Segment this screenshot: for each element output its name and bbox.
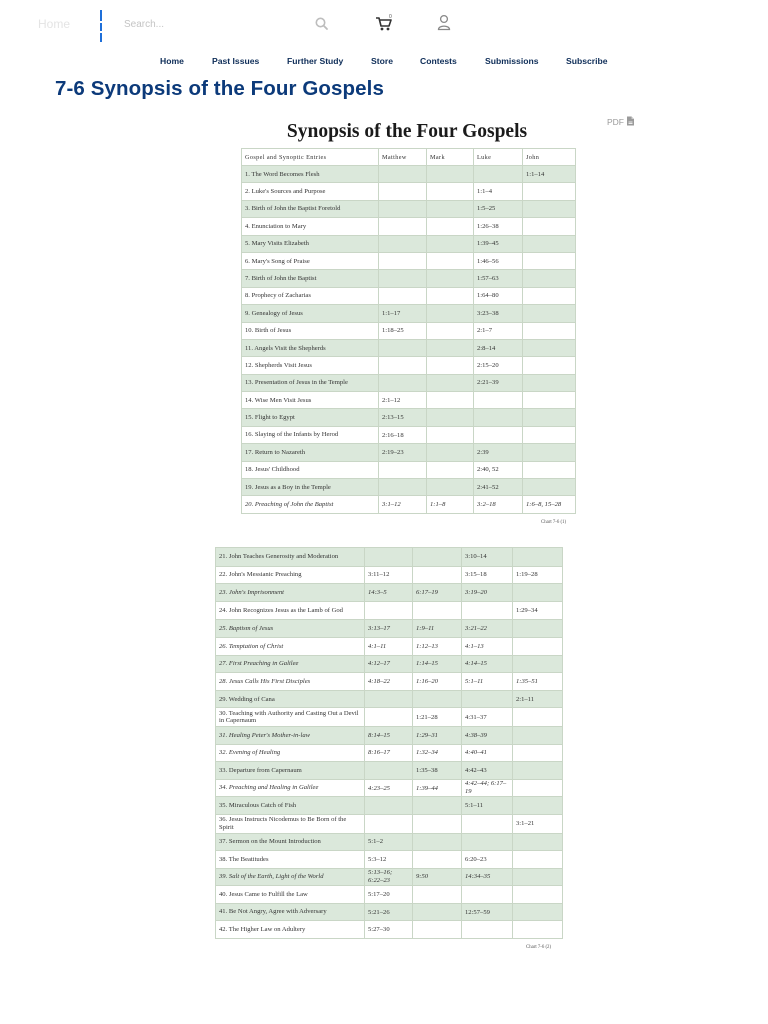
reference-cell xyxy=(523,183,576,200)
reference-cell: 3:23–38 xyxy=(474,305,523,322)
reference-cell xyxy=(523,200,576,217)
reference-cell xyxy=(365,797,413,815)
reference-cell: 8:16–17 xyxy=(365,744,413,762)
reference-cell: 1:1–4 xyxy=(474,183,523,200)
reference-cell xyxy=(513,903,563,921)
reference-cell xyxy=(365,690,413,708)
table-row xyxy=(216,779,563,797)
reference-cell: 1:32–34 xyxy=(413,744,462,762)
reference-cell: 5:1–11 xyxy=(462,797,513,815)
reference-cell xyxy=(427,183,474,200)
reference-cell: 12:57–59 xyxy=(462,903,513,921)
reference-cell xyxy=(513,779,563,797)
reference-cell: 4:31–37 xyxy=(462,708,513,727)
chart-label-1: Chart 7-6 (1) xyxy=(541,520,567,525)
table-row xyxy=(216,637,563,655)
nav-item-submissions[interactable]: Submissions xyxy=(485,56,539,66)
reference-cell xyxy=(513,637,563,655)
reference-cell xyxy=(379,252,427,269)
reference-cell xyxy=(427,235,474,252)
reference-cell xyxy=(413,548,462,567)
reference-cell xyxy=(513,584,563,602)
reference-cell: 5:17–20 xyxy=(365,886,413,904)
entry-cell: 36. Jesus Instructs Nicodemus to Be Born of the Spirit xyxy=(216,814,365,833)
reference-cell: 2:16–18 xyxy=(379,426,427,443)
reference-cell: 3:1–12 xyxy=(379,496,427,513)
pdf-label: PDF xyxy=(607,117,624,127)
top-bar xyxy=(0,0,768,48)
reference-cell xyxy=(427,200,474,217)
entry-cell: 8. Prophecy of Zacharias xyxy=(242,287,379,304)
reference-cell xyxy=(513,921,563,939)
reference-cell: 2:19–23 xyxy=(379,444,427,461)
table-row xyxy=(216,548,563,567)
reference-cell xyxy=(523,392,576,409)
table-row xyxy=(216,620,563,638)
table-row xyxy=(242,287,576,304)
reference-cell xyxy=(427,287,474,304)
synopsis-table-2 xyxy=(215,547,563,939)
reference-cell xyxy=(427,479,474,496)
reference-cell xyxy=(427,461,474,478)
reference-cell xyxy=(413,797,462,815)
reference-cell: 5:1–2 xyxy=(365,833,413,851)
reference-cell: 1:1–8 xyxy=(427,496,474,513)
reference-cell: 5:27–30 xyxy=(365,921,413,939)
reference-cell xyxy=(462,601,513,620)
column-header-matthew: Matthew xyxy=(379,149,427,166)
reference-cell xyxy=(513,548,563,567)
table-row xyxy=(242,392,576,409)
reference-cell xyxy=(379,339,427,356)
table-row xyxy=(216,833,563,851)
reference-cell xyxy=(427,166,474,183)
table-row xyxy=(216,726,563,744)
reference-cell: 2:41–52 xyxy=(474,479,523,496)
table-body-2 xyxy=(216,548,563,939)
reference-cell: 1:57–63 xyxy=(474,270,523,287)
reference-cell xyxy=(523,426,576,443)
main-nav xyxy=(0,56,768,68)
reference-cell xyxy=(365,548,413,567)
entry-cell: 32. Evening of Healing xyxy=(216,744,365,762)
reference-cell xyxy=(523,339,576,356)
entry-cell: 13. Presentation of Jesus in the Temple xyxy=(242,374,379,391)
table-row xyxy=(216,886,563,904)
table-row xyxy=(216,566,563,584)
reference-cell xyxy=(513,655,563,673)
reference-cell xyxy=(523,357,576,374)
reference-cell xyxy=(379,357,427,374)
reference-cell xyxy=(513,886,563,904)
chart-label-2: Chart 7-6 (2) xyxy=(526,945,552,950)
table-row xyxy=(216,673,563,691)
reference-cell xyxy=(462,690,513,708)
nav-item-contests[interactable]: Contests xyxy=(420,56,457,66)
column-header-entries: Gospel and Synoptic Entries xyxy=(242,149,379,166)
reference-cell xyxy=(474,426,523,443)
nav-item-further-study[interactable]: Further Study xyxy=(287,56,344,66)
reference-cell: 4:12–17 xyxy=(365,655,413,673)
table-row xyxy=(242,426,576,443)
reference-cell: 1:26–38 xyxy=(474,218,523,235)
reference-cell xyxy=(523,218,576,235)
reference-cell: 14:3–5 xyxy=(365,584,413,602)
table-row xyxy=(216,814,563,833)
search-icon[interactable] xyxy=(314,16,330,32)
table-row xyxy=(242,218,576,235)
chart-title: Synopsis of the Four Gospels xyxy=(286,121,528,142)
reference-cell xyxy=(513,833,563,851)
reference-cell xyxy=(513,620,563,638)
reference-cell: 6:17–19 xyxy=(413,584,462,602)
reference-cell: 4:38–39 xyxy=(462,726,513,744)
reference-cell xyxy=(462,886,513,904)
entry-cell: 30. Teaching with Authority and Casting Out a Devil in Capernaum xyxy=(216,708,365,727)
table-row xyxy=(216,744,563,762)
table-row xyxy=(242,444,576,461)
entry-cell: 16. Slaying of the Infants by Herod xyxy=(242,426,379,443)
reference-cell: 3:21–22 xyxy=(462,620,513,638)
reference-cell xyxy=(474,409,523,426)
reference-cell xyxy=(513,851,563,869)
entry-cell: 37. Sermon on the Mount Introduction xyxy=(216,833,365,851)
entry-cell: 3. Birth of John the Baptist Foretold xyxy=(242,200,379,217)
accent-divider xyxy=(100,10,102,40)
reference-cell xyxy=(523,409,576,426)
reference-cell xyxy=(427,339,474,356)
reference-cell: 1:9–11 xyxy=(413,620,462,638)
table-row xyxy=(216,601,563,620)
reference-cell xyxy=(379,166,427,183)
entry-cell: 42. The Higher Law on Adultery xyxy=(216,921,365,939)
reference-cell xyxy=(379,218,427,235)
entry-cell: 7. Birth of John the Baptist xyxy=(242,270,379,287)
synopsis-table-1 xyxy=(241,148,576,514)
search-input[interactable] xyxy=(124,14,339,34)
entry-cell: 1. The Word Becomes Flesh xyxy=(242,166,379,183)
entry-cell: 34. Preaching and Healing in Galilee xyxy=(216,779,365,797)
reference-cell: 5:1–11 xyxy=(462,673,513,691)
reference-cell xyxy=(523,252,576,269)
reference-cell xyxy=(462,814,513,833)
reference-cell: 8:14–15 xyxy=(365,726,413,744)
reference-cell xyxy=(427,305,474,322)
reference-cell: 1:12–13 xyxy=(413,637,462,655)
reference-cell: 1:19–28 xyxy=(513,566,563,584)
entry-cell: 38. The Beatitudes xyxy=(216,851,365,869)
table-row xyxy=(242,496,576,513)
reference-cell: 1:29–34 xyxy=(513,601,563,620)
table-row xyxy=(242,322,576,339)
reference-cell: 9:50 xyxy=(413,868,462,886)
reference-cell: 4:23–25 xyxy=(365,779,413,797)
entry-cell: 2. Luke's Sources and Purpose xyxy=(242,183,379,200)
reference-cell: 2:39 xyxy=(474,444,523,461)
column-header-mark: Mark xyxy=(427,149,474,166)
table-row xyxy=(242,235,576,252)
reference-cell: 2:1–11 xyxy=(513,690,563,708)
entry-cell: 6. Mary's Song of Praise xyxy=(242,252,379,269)
reference-cell xyxy=(379,461,427,478)
entry-cell: 5. Mary Visits Elizabeth xyxy=(242,235,379,252)
reference-cell: 5:13–16; 6:22–23 xyxy=(365,868,413,886)
table-row xyxy=(242,357,576,374)
reference-cell xyxy=(513,744,563,762)
reference-cell xyxy=(523,461,576,478)
reference-cell xyxy=(427,357,474,374)
entry-cell: 29. Wedding of Cana xyxy=(216,690,365,708)
reference-cell xyxy=(427,252,474,269)
table-row xyxy=(242,461,576,478)
entry-cell: 4. Enunciation to Mary xyxy=(242,218,379,235)
reference-cell xyxy=(513,868,563,886)
nav-item-subscribe[interactable]: Subscribe xyxy=(566,56,608,66)
entry-cell: 41. Be Not Angry, Agree with Adversary xyxy=(216,903,365,921)
table-row xyxy=(216,851,563,869)
column-header-john: John xyxy=(523,149,576,166)
reference-cell: 2:15–20 xyxy=(474,357,523,374)
table-row xyxy=(242,479,576,496)
reference-cell: 1:21–28 xyxy=(413,708,462,727)
reference-cell xyxy=(413,851,462,869)
reference-cell xyxy=(427,444,474,461)
reference-cell: 2:40, 52 xyxy=(474,461,523,478)
reference-cell: 1:6–8, 15–28 xyxy=(523,496,576,513)
table-row xyxy=(242,200,576,217)
entry-cell: 11. Angels Visit the Shepherds xyxy=(242,339,379,356)
reference-cell: 3:1–21 xyxy=(513,814,563,833)
reference-cell xyxy=(513,762,563,780)
reference-cell xyxy=(413,903,462,921)
entry-cell: 18. Jesus' Childhood xyxy=(242,461,379,478)
reference-cell: 1:16–20 xyxy=(413,673,462,691)
reference-cell: 4:40–41 xyxy=(462,744,513,762)
table-row xyxy=(242,305,576,322)
reference-cell xyxy=(365,762,413,780)
reference-cell xyxy=(474,392,523,409)
reference-cell xyxy=(379,200,427,217)
reference-cell: 14:34–35 xyxy=(462,868,513,886)
table-row xyxy=(242,166,576,183)
reference-cell xyxy=(427,426,474,443)
table-row xyxy=(242,409,576,426)
reference-cell xyxy=(379,270,427,287)
table-row xyxy=(216,762,563,780)
reference-cell xyxy=(513,726,563,744)
reference-cell xyxy=(413,690,462,708)
reference-cell: 1:35–51 xyxy=(513,673,563,691)
entry-cell: 28. Jesus Calls His First Disciples xyxy=(216,673,365,691)
reference-cell xyxy=(523,444,576,461)
reference-cell xyxy=(427,218,474,235)
entry-cell: 26. Temptation of Christ xyxy=(216,637,365,655)
reference-cell xyxy=(413,814,462,833)
reference-cell: 1:39–44 xyxy=(413,779,462,797)
reference-cell xyxy=(379,479,427,496)
reference-cell: 4:1–13 xyxy=(462,637,513,655)
table-row xyxy=(216,708,563,727)
reference-cell: 4:1–11 xyxy=(365,637,413,655)
table-body-1 xyxy=(242,166,576,514)
reference-cell xyxy=(427,374,474,391)
reference-cell: 3:2–18 xyxy=(474,496,523,513)
table-row xyxy=(216,690,563,708)
reference-cell: 1:5–25 xyxy=(474,200,523,217)
reference-cell xyxy=(523,374,576,391)
reference-cell: 4:42–44; 6:17–19 xyxy=(462,779,513,797)
page-title: 7-6 Synopsis of the Four Gospels xyxy=(55,77,384,100)
entry-cell: 20. Preaching of John the Baptist xyxy=(242,496,379,513)
entry-cell: 17. Return to Nazareth xyxy=(242,444,379,461)
reference-cell: 1:35–38 xyxy=(413,762,462,780)
entry-cell: 24. John Recognizes Jesus as the Lamb of God xyxy=(216,601,365,620)
table-row xyxy=(216,655,563,673)
reference-cell: 1:1–17 xyxy=(379,305,427,322)
entry-cell: 31. Healing Peter's Mother-in-law xyxy=(216,726,365,744)
entry-cell: 25. Baptism of Jesus xyxy=(216,620,365,638)
reference-cell xyxy=(379,235,427,252)
entry-cell: 40. Jesus Came to Fulfill the Law xyxy=(216,886,365,904)
table-row xyxy=(242,374,576,391)
reference-cell: 4:18–22 xyxy=(365,673,413,691)
cart-count-badge: 0 xyxy=(389,14,392,20)
reference-cell: 1:39–45 xyxy=(474,235,523,252)
table-row xyxy=(216,868,563,886)
reference-cell: 2:21–39 xyxy=(474,374,523,391)
reference-cell xyxy=(413,601,462,620)
reference-cell: 6:20–23 xyxy=(462,851,513,869)
reference-cell: 5:3–12 xyxy=(365,851,413,869)
table-row xyxy=(216,921,563,939)
reference-cell xyxy=(513,797,563,815)
user-icon[interactable] xyxy=(437,14,451,32)
reference-cell: 3:13–17 xyxy=(365,620,413,638)
reference-cell xyxy=(413,833,462,851)
table-row xyxy=(242,252,576,269)
reference-cell: 4:42–43 xyxy=(462,762,513,780)
entry-cell: 15. Flight to Egypt xyxy=(242,409,379,426)
reference-cell: 3:19–20 xyxy=(462,584,513,602)
reference-cell xyxy=(474,166,523,183)
reference-cell xyxy=(365,601,413,620)
reference-cell xyxy=(513,708,563,727)
reference-cell xyxy=(523,270,576,287)
reference-cell: 2:8–14 xyxy=(474,339,523,356)
nav-item-past-issues[interactable]: Past Issues xyxy=(212,56,260,66)
reference-cell: 2:1–12 xyxy=(379,392,427,409)
table-row xyxy=(242,270,576,287)
reference-cell xyxy=(523,287,576,304)
reference-cell: 1:46–56 xyxy=(474,252,523,269)
table-row xyxy=(242,183,576,200)
reference-cell: 3:10–14 xyxy=(462,548,513,567)
reference-cell: 1:18–25 xyxy=(379,322,427,339)
entry-cell: 21. John Teaches Generosity and Moderation xyxy=(216,548,365,567)
reference-cell: 5:21–26 xyxy=(365,903,413,921)
reference-cell xyxy=(462,921,513,939)
reference-cell xyxy=(523,235,576,252)
nav-item-store[interactable]: Store xyxy=(371,56,393,66)
reference-cell xyxy=(427,322,474,339)
nav-item-home[interactable]: Home xyxy=(160,56,184,66)
reference-cell: 1:1–14 xyxy=(523,166,576,183)
reference-cell: 1:64–80 xyxy=(474,287,523,304)
brand-link[interactable]: Home xyxy=(38,17,71,31)
reference-cell: 1:29–31 xyxy=(413,726,462,744)
reference-cell xyxy=(427,270,474,287)
reference-cell xyxy=(413,566,462,584)
table-header-row xyxy=(242,149,576,166)
pdf-download-button[interactable] xyxy=(607,116,635,128)
entry-cell: 33. Departure from Capernaum xyxy=(216,762,365,780)
entry-cell: 27. First Preaching in Galilee xyxy=(216,655,365,673)
reference-cell: 3:15–18 xyxy=(462,566,513,584)
table-row xyxy=(216,903,563,921)
entry-cell: 22. John's Messianic Preaching xyxy=(216,566,365,584)
table-row xyxy=(216,797,563,815)
entry-cell: 10. Birth of Jesus xyxy=(242,322,379,339)
entry-cell: 9. Genealogy of Jesus xyxy=(242,305,379,322)
reference-cell xyxy=(365,708,413,727)
table-row xyxy=(216,584,563,602)
reference-cell: 1:14–15 xyxy=(413,655,462,673)
reference-cell: 2:1–7 xyxy=(474,322,523,339)
reference-cell xyxy=(379,287,427,304)
reference-cell xyxy=(523,305,576,322)
entry-cell: 39. Salt of the Earth, Light of the World xyxy=(216,868,365,886)
table-row xyxy=(242,339,576,356)
column-header-luke: Luke xyxy=(474,149,523,166)
entry-cell: 14. Wise Men Visit Jesus xyxy=(242,392,379,409)
reference-cell xyxy=(365,814,413,833)
reference-cell xyxy=(523,322,576,339)
reference-cell xyxy=(413,921,462,939)
reference-cell xyxy=(379,183,427,200)
entry-cell: 12. Shepherds Visit Jesus xyxy=(242,357,379,374)
entry-cell: 23. John's Imprisonment xyxy=(216,584,365,602)
reference-cell xyxy=(523,479,576,496)
reference-cell xyxy=(462,833,513,851)
reference-cell xyxy=(379,374,427,391)
reference-cell xyxy=(413,886,462,904)
pdf-file-icon xyxy=(626,116,635,128)
reference-cell: 3:11–12 xyxy=(365,566,413,584)
reference-cell xyxy=(427,392,474,409)
reference-cell: 2:13–15 xyxy=(379,409,427,426)
reference-cell xyxy=(427,409,474,426)
entry-cell: 35. Miraculous Catch of Fish xyxy=(216,797,365,815)
entry-cell: 19. Jesus as a Boy in the Temple xyxy=(242,479,379,496)
reference-cell: 4:14–15 xyxy=(462,655,513,673)
